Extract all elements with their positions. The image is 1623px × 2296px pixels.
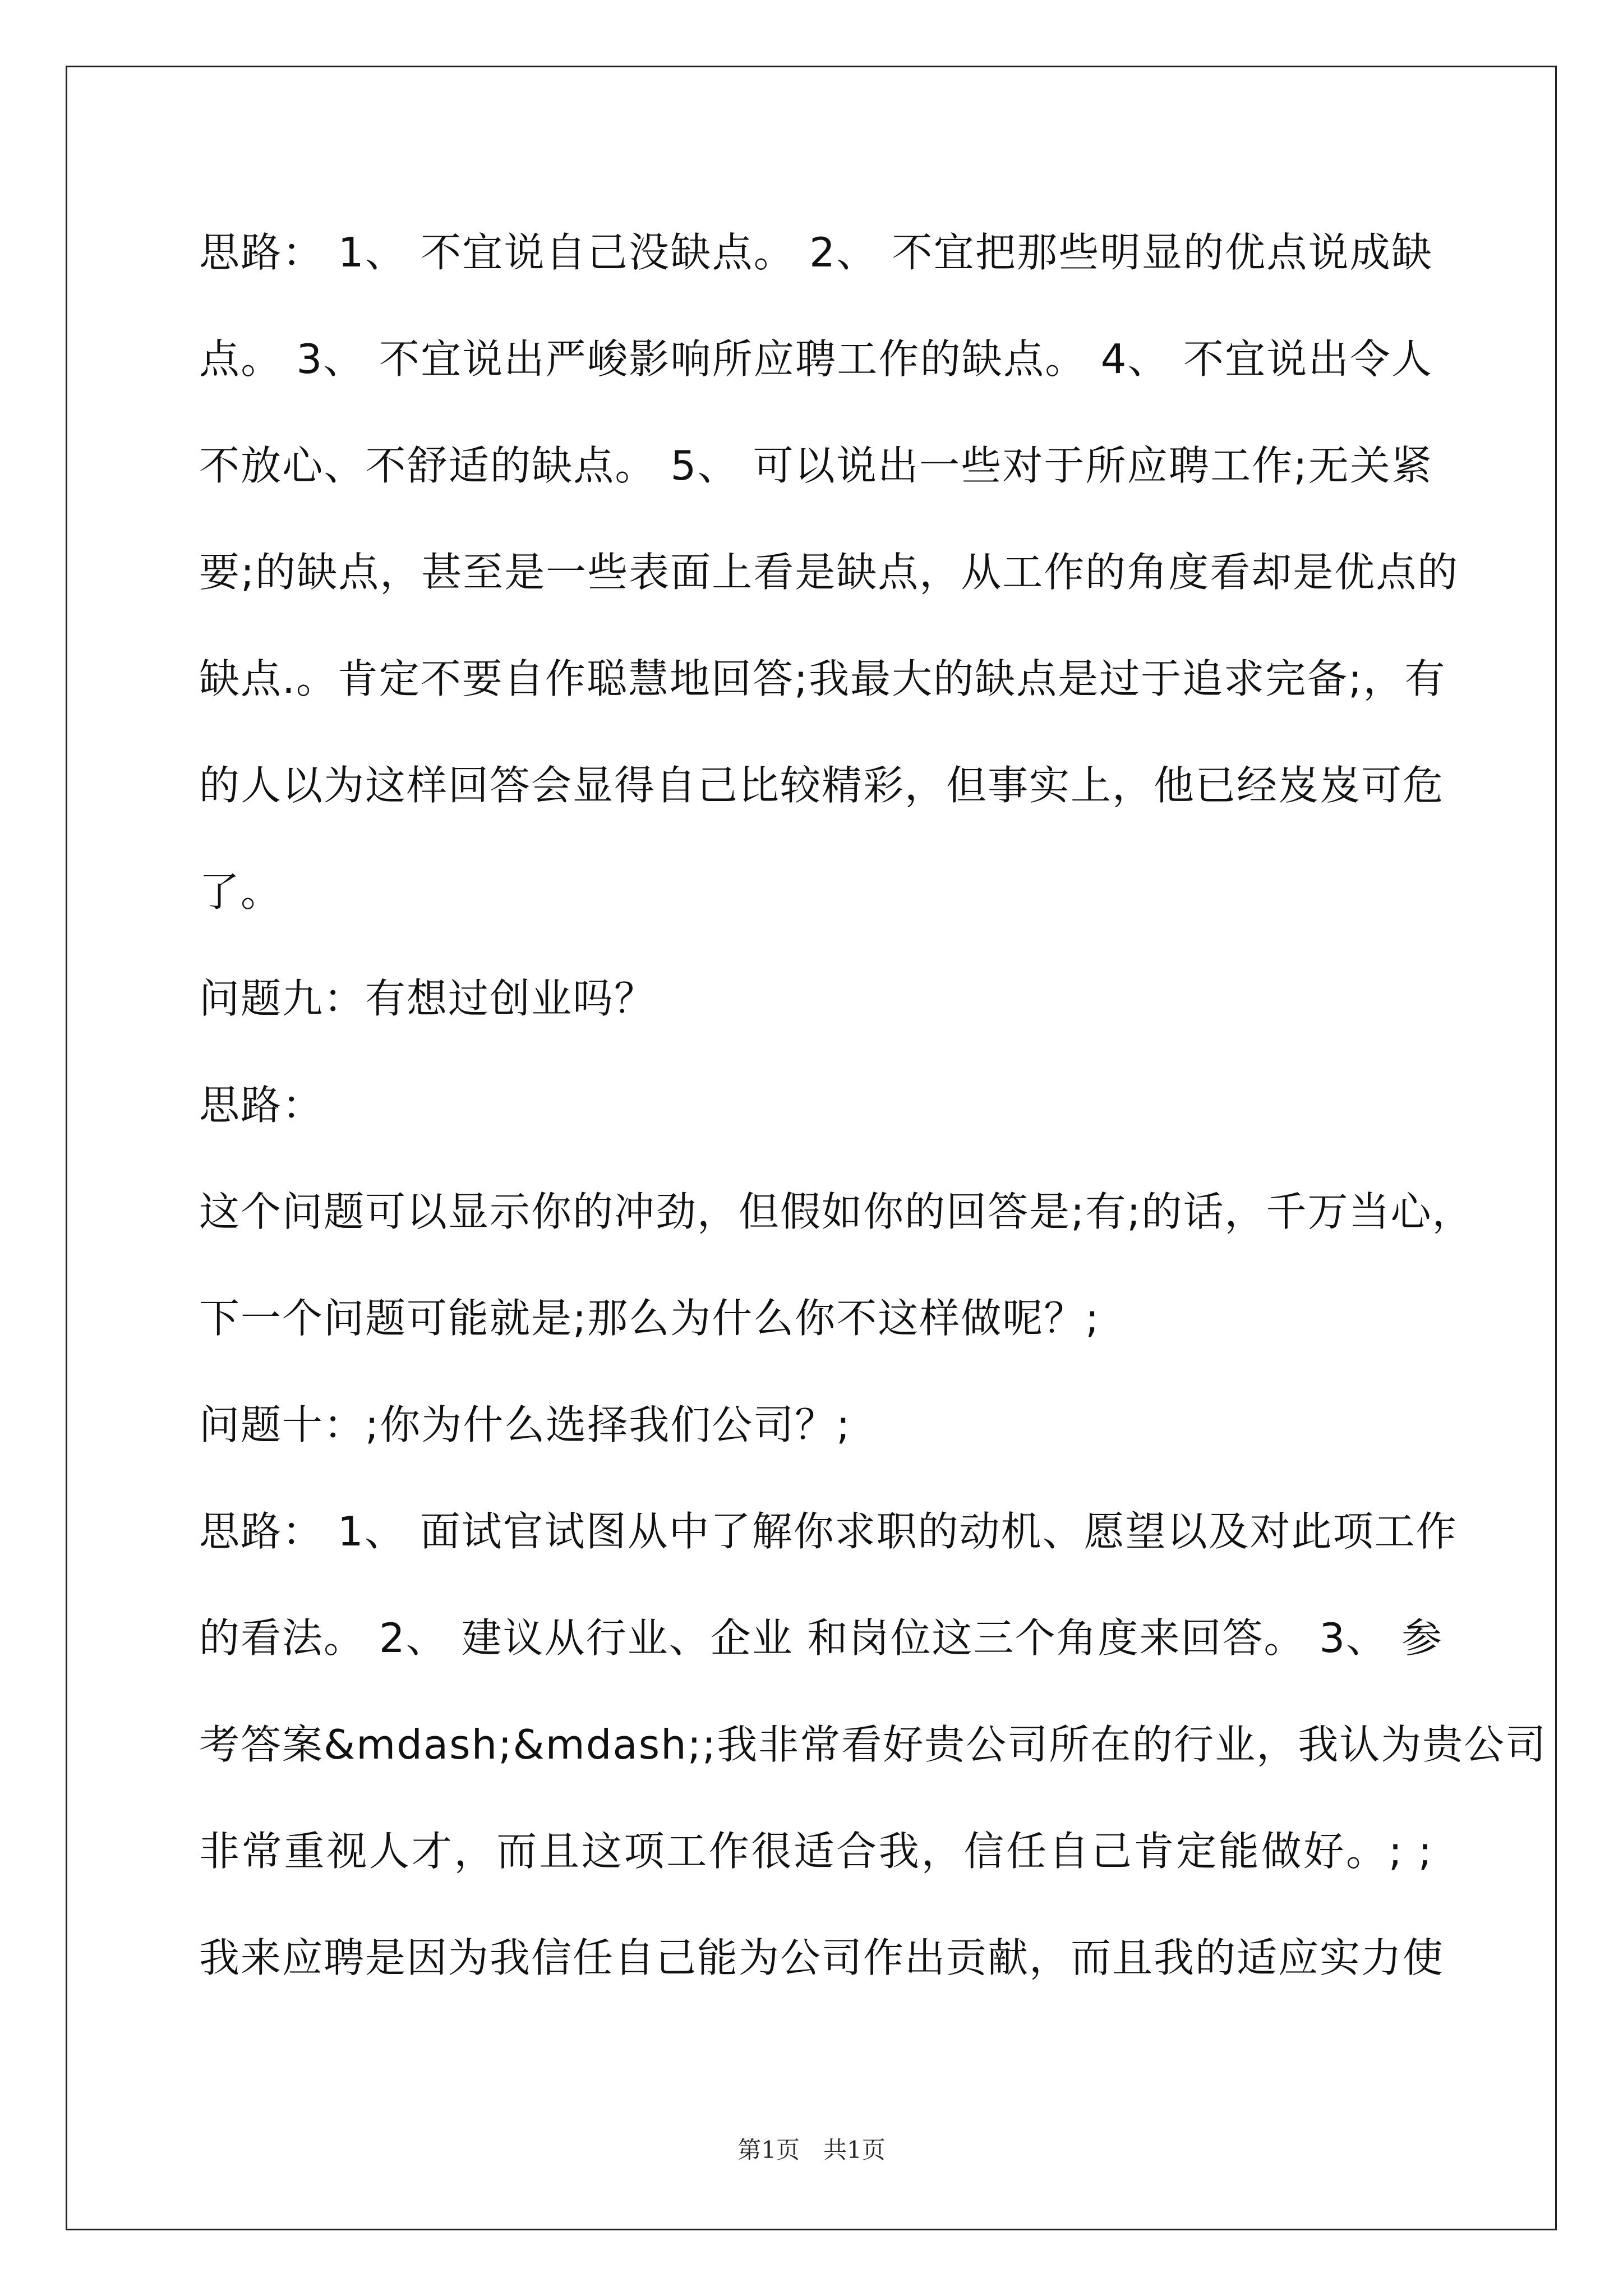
body-line: 思路： 1、 面试官试图从中了解你求职的动机、愿望以及对此项工作: [199, 1508, 1458, 1555]
body-line: 思路：: [199, 1082, 324, 1129]
page-number: 第1页 共1页: [737, 2136, 886, 2164]
body-line: 不放心、不舒适的缺点。 5、 可以说出一些对于所应聘工作;无关紧: [199, 442, 1433, 489]
body-line: 下一个问题可能就是;那么为什么你不这样做呢？;: [199, 1295, 1100, 1342]
body-line: 这个问题可以显示你的冲劲，但假如你的回答是;有;的话，千万当心，: [199, 1188, 1474, 1235]
question-heading: 问题十：;你为什么选择我们公司？;: [199, 1401, 851, 1448]
body-line: 了。: [199, 868, 283, 915]
body-line: 缺点.。肯定不要自作聪慧地回答;我最大的缺点是过于追求完备;，有: [199, 655, 1446, 702]
body-line: 的看法。 2、 建议从行业、企业 和岗位这三个角度来回答。 3、 参: [199, 1614, 1444, 1662]
body-line: 的人以为这样回答会显得自己比较精彩，但事实上，他已经岌岌可危: [199, 762, 1445, 809]
body-line: 非常重视人才，而且这项工作很适合我，信任自己肯定能做好。; ;: [199, 1828, 1433, 1875]
page-border: [66, 66, 1557, 2230]
body-line: 要;的缺点，甚至是一些表面上看是缺点，从工作的角度看却是优点的: [199, 549, 1459, 596]
question-heading: 问题九：有想过创业吗？: [199, 975, 656, 1022]
body-line: 思路： 1、 不宜说自己没缺点。 2、 不宜把那些明显的优点说成缺: [199, 229, 1433, 276]
body-line: 考答案&mdash;&mdash;;我非常看好贵公司所在的行业，我认为贵公司: [199, 1721, 1547, 1768]
body-line: 我来应聘是因为我信任自己能为公司作出贡献，而且我的适应实力使: [199, 1934, 1445, 1981]
body-line: 点。 3、 不宜说出严峻影响所应聘工作的缺点。 4、 不宜说出令人: [199, 335, 1433, 383]
